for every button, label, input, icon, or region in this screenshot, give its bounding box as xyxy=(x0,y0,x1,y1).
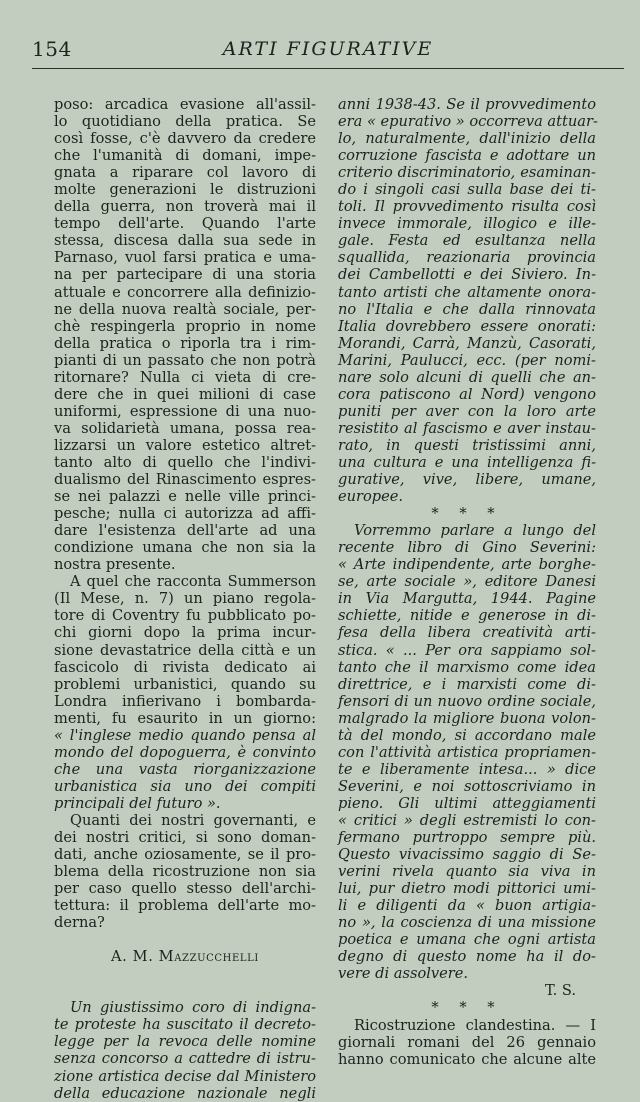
paragraph-summerson xyxy=(54,573,316,726)
section-separator-1: * * * xyxy=(431,505,503,523)
text-line: Parnaso, vuol farsi pratica e uma- xyxy=(54,249,316,267)
text-line: legge per la revoca delle nomine xyxy=(54,1033,316,1051)
text-line: li e diligenti da « buon artigia- xyxy=(338,897,596,915)
text-line: poetica e umana che ogni artista xyxy=(338,931,596,949)
text-line: condizione umana che non sia la xyxy=(54,539,316,557)
text-line: Quanti dei nostri governanti, e xyxy=(70,811,316,829)
text-line: gale. Festa ed esultanza nella xyxy=(338,232,596,250)
text-line: senza concorso a cattedre di istru- xyxy=(54,1050,316,1068)
author-initials: T. S. xyxy=(545,982,576,1000)
text-line: cora patiscono al Nord) vengono xyxy=(338,385,596,403)
text-line: zione artistica decise dal Ministero xyxy=(54,1067,316,1085)
text-line: « critici » degli estremisti lo con- xyxy=(338,811,596,829)
text-line: Severini, e noi sottoscriviamo in xyxy=(338,777,596,795)
text-line: vere di assolvere. xyxy=(338,965,469,983)
text-line: tà del mondo, si accordano male xyxy=(338,726,596,744)
right-column xyxy=(338,96,596,1068)
text-line: se, arte sociale », editore Danesi xyxy=(338,573,596,591)
note-decree-protest xyxy=(54,999,316,1101)
running-title: ARTI FIGURATIVE xyxy=(222,38,434,60)
text-line: principali del futuro ». xyxy=(54,794,221,812)
text-line: sione devastatrice della città e un xyxy=(54,641,316,659)
text-line: lui, pur dietro modi pittorici umi- xyxy=(338,880,596,898)
text-line: stessa, discesa dalla sua sede in xyxy=(54,232,316,250)
text-line: squallida, reazionaria provincia xyxy=(338,249,596,267)
text-line: lo, naturalmente, dall'inizio della xyxy=(338,130,596,148)
text-line: corruzione fascista e adottare un xyxy=(338,147,596,165)
left-column xyxy=(54,96,316,1102)
paragraph-severini-book xyxy=(338,522,596,982)
text-line: tempo dell'arte. Quando l'arte xyxy=(54,215,316,233)
text-line: pieno. Gli ultimi atteggiamenti xyxy=(338,794,596,812)
text-line: mondo del dopoguerra, è convinto xyxy=(54,743,316,761)
text-line: che l'umanità di domani, impe- xyxy=(54,147,316,165)
text-line: derna? xyxy=(54,914,105,932)
text-line: pesche; nulla ci autorizza ad affi- xyxy=(54,505,316,523)
paragraph-ideal-of-art xyxy=(54,96,316,573)
text-line: molte generazioni le distruzioni xyxy=(54,181,316,199)
text-line: fascicolo di rivista dedicato ai xyxy=(54,658,316,676)
text-line: ne della nuova realtà sociale, per- xyxy=(54,300,316,318)
text-line: tettura: il problema dell'arte mo- xyxy=(54,897,316,915)
paragraph-reconstruction-question xyxy=(54,812,316,931)
text-line: gnata a riparare col lavoro di xyxy=(54,164,316,182)
text-line: uniformi, espressione di una nuo- xyxy=(54,402,316,420)
text-line: se nei palazzi e nelle ville princi- xyxy=(54,488,316,506)
text-line: rato, in questi tristissimi anni, xyxy=(338,436,596,454)
text-line: lo quotidiano della pratica. Se xyxy=(54,113,316,131)
text-line: do i singoli casi sulla base dei ti- xyxy=(338,181,596,199)
text-line: schiette, nitide e generose in di- xyxy=(338,607,596,625)
text-line: nare solo alcuni di quelli che an- xyxy=(338,368,596,386)
text-line: Morandi, Carrà, Manzù, Casorati, xyxy=(338,334,596,352)
text-line: chi giorni dopo la prima incur- xyxy=(54,624,316,642)
text-line: tanto artisti che altamente onora- xyxy=(338,283,596,301)
text-line: nostra presente. xyxy=(54,556,176,574)
text-line: Italia dovrebbero essere onorati: xyxy=(338,317,596,335)
text-line: lizzarsi un valore estetico altret- xyxy=(54,436,316,454)
text-line: recente libro di Gino Severini: xyxy=(338,539,596,557)
text-line: urbanistica sia uno dei compiti xyxy=(54,777,316,795)
text-line: te proteste ha suscitato il decreto- xyxy=(54,1016,316,1034)
text-line: criterio discriminatorio, esaminan- xyxy=(338,164,596,182)
text-line: anni 1938-43. Se il provvedimento xyxy=(338,96,596,113)
text-line: dare l'esistenza dell'arte ad una xyxy=(54,522,316,540)
header-rule xyxy=(32,68,624,69)
text-line: gurative, vive, libere, umane, xyxy=(338,471,596,489)
text-line: verini rivela quanto sia viva in xyxy=(338,863,596,881)
text-line: giornali romani del 26 gennaio xyxy=(338,1033,596,1051)
paragraph-clandestine-reconstruction xyxy=(338,1017,596,1068)
text-line: fesa della libera creatività arti- xyxy=(338,624,596,642)
text-line: Londra infierivano i bombarda- xyxy=(54,692,316,710)
text-line: no l'Italia e che dalla rinnovata xyxy=(338,300,596,318)
text-line: « Arte indipendente, arte borghe- xyxy=(338,556,596,574)
text-line: attuale e concorrere alla definizio- xyxy=(54,283,316,301)
section-separator-2: * * * xyxy=(431,999,503,1017)
text-line: malgrado la migliore buona volon- xyxy=(338,709,596,727)
text-line: te e liberamente intesa... » dice xyxy=(338,760,596,778)
text-line: fensori di un nuovo ordine sociale, xyxy=(338,692,596,710)
text-line: tanto alto di quello che l'indivi- xyxy=(54,453,316,471)
text-line: stica. « ... Per ora sappiamo sol- xyxy=(338,641,596,659)
text-line: una cultura e una intelligenza fi- xyxy=(338,453,596,471)
text-line: Un giustissimo coro di indigna- xyxy=(70,999,316,1017)
page-number: 154 xyxy=(32,37,72,61)
quote-english-citizen xyxy=(54,727,316,812)
text-line: dere che in quei milioni di case xyxy=(54,385,316,403)
author-signature: A. M. Mazzucchelli xyxy=(111,948,259,966)
text-line: na per partecipare di una storia xyxy=(54,266,316,284)
text-line: va solidarietà umana, possa rea- xyxy=(54,419,316,437)
text-line: blema della ricostruzione non sia xyxy=(54,863,316,881)
text-line: per caso quello stesso dell'archi- xyxy=(54,880,316,898)
text-line: che una vasta riorganizzazione xyxy=(54,760,316,778)
text-line: no », la coscienza di una missione xyxy=(338,914,596,932)
text-line: dati, anche oziosamente, se il pro- xyxy=(54,846,316,864)
text-line: in Via Margutta, 1944. Pagine xyxy=(338,590,596,608)
text-line: « l'inglese medio quando pensa al xyxy=(54,726,316,744)
text-line: A quel che racconta Summerson xyxy=(70,573,316,591)
text-line: Questo vivacissimo saggio di Se- xyxy=(338,846,596,864)
text-line: resistito al fascismo e aver instau- xyxy=(338,419,596,437)
text-line: ritornare? Nulla ci vieta di cre- xyxy=(54,368,316,386)
paragraph-decree-continuation xyxy=(338,96,596,505)
text-line: della educazione nazionale negli xyxy=(54,1084,316,1102)
text-line: della pratica o riporla tra i rim- xyxy=(54,334,316,352)
text-line: europee. xyxy=(338,488,404,506)
text-line: chè respingerla proprio in nome xyxy=(54,317,316,335)
text-line: problemi urbanistici, quando su xyxy=(54,675,316,693)
text-line: hanno comunicato che alcune alte xyxy=(338,1050,596,1068)
text-line: (Il Mese, n. 7) un piano regola- xyxy=(54,590,316,608)
text-line: Marini, Paulucci, ecc. (per nomi- xyxy=(338,351,596,369)
text-line: poso: arcadica evasione all'assil- xyxy=(54,96,316,113)
text-line: dualismo del Rinascimento espres- xyxy=(54,471,316,489)
text-line: della guerra, non troverà mai il xyxy=(54,198,316,216)
text-line: dei nostri critici, si sono doman- xyxy=(54,829,316,847)
text-line: Vorremmo parlare a lungo del xyxy=(354,522,596,540)
text-line: tanto che il marxismo come idea xyxy=(338,658,596,676)
text-line: così fosse, c'è davvero da credere xyxy=(54,130,316,148)
text-line: dei Cambellotti e dei Siviero. In- xyxy=(338,266,596,284)
text-line: Ricostruzione clandestina. — I xyxy=(354,1016,596,1034)
text-line: degno di questo nome ha il do- xyxy=(338,948,596,966)
text-line: fermano purtroppo sempre più. xyxy=(338,829,596,847)
text-line: direttrice, e i marxisti come di- xyxy=(338,675,596,693)
text-line: era « epurativo » occorreva attuar- xyxy=(338,113,598,131)
text-line: invece immorale, illogico e ille- xyxy=(338,215,596,233)
text-line: menti, fu esaurito in un giorno: xyxy=(54,709,316,727)
text-line: pianti di un passato che non potrà xyxy=(54,351,316,369)
text-line: toli. Il provvedimento risulta così xyxy=(338,198,596,216)
text-line: puniti per aver con la loro arte xyxy=(338,402,596,420)
page-header xyxy=(32,34,624,66)
text-line: tore di Coventry fu pubblicato po- xyxy=(54,607,316,625)
text-line: con l'attività artistica propriamen- xyxy=(338,743,596,761)
